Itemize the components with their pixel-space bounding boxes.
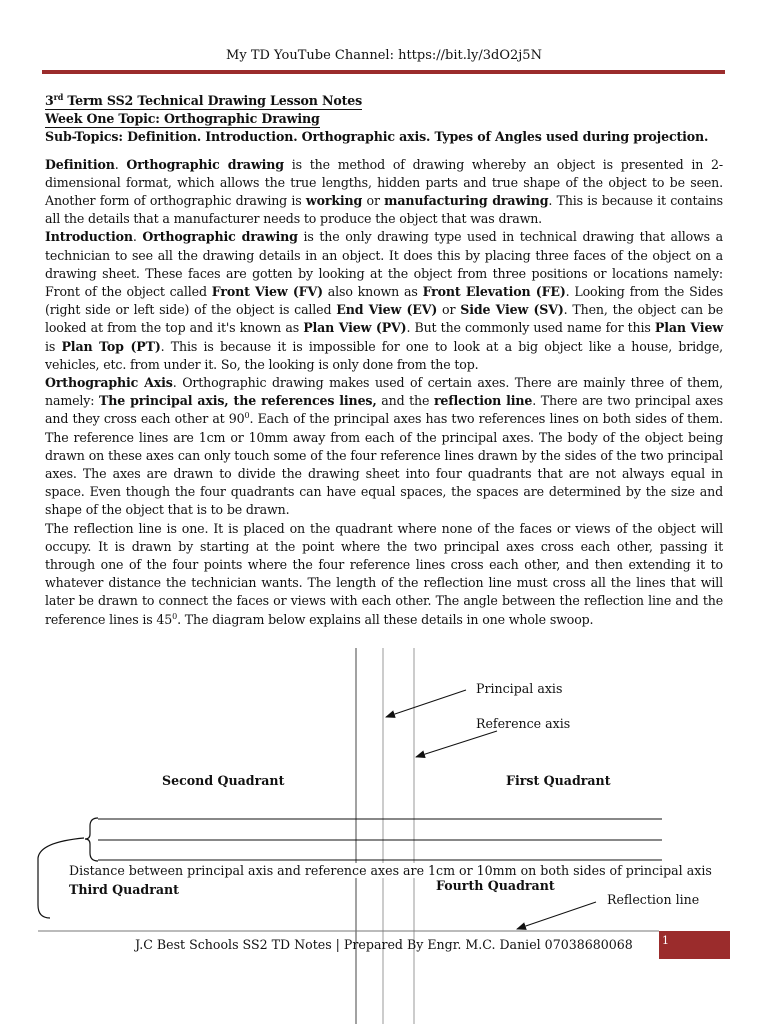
label-reflection-line: Reflection line (607, 892, 700, 907)
reflection-line-arrow (517, 902, 596, 929)
label-second-quadrant: Second Quadrant (162, 773, 285, 788)
page-number: 1 (662, 934, 669, 947)
distance-connector (38, 838, 84, 918)
distance-note: Distance between principal axis and reference axes are 1cm or 10mm on both sides of principal axis (69, 863, 712, 878)
axis-paragraph: Orthographic Axis. Orthographic drawing makes used of certain axes. There are mainly three of them, namely: The principal axis, the references lines, and the reflection line. There are two principal axes and they cross each other at $90^0$. Each of the principal axes has two references lines on both sides of them. The reference lines are 1cm or 10mm away from each of the principal axes. The body of the object being drawn on these axes can only touch some of the four reference lines drawn by the sides of the two principal axes. The axes are drawn to divide the drawing sheet into four quadrants that are not always equal in space. Even though the four quadrants can have equal spaces, the spaces are determined by the size and shape of the object that is to be drawn. (45, 375, 724, 518)
reference-axis-arrow (416, 731, 497, 757)
label-fourth-quadrant: Fourth Quadrant (436, 878, 555, 893)
label-first-quadrant: First Quadrant (506, 773, 611, 788)
lesson-title: 3rd Term SS2 Technical Drawing Lesson Notes (45, 91, 363, 108)
week-topic: Week One Topic: Orthographic Drawing (45, 111, 320, 127)
definition-paragraph: Definition. Orthographic drawing is the method of drawing whereby an object is presented in 2-dimensional format, which allows the true lengths, hidden parts and true shape of the object to be seen. Another form of orthographic drawing is working or manufacturing drawing. This is because it contains all the details that a manufacturer needs to produce the object that was drawn. (45, 156, 724, 227)
page-header: My TD YouTube Channel: https://bit.ly/3dO2j5N (226, 48, 542, 63)
sub-topics: Sub-Topics: Definition. Introduction. Orthographic axis. Types of Angles used during projection. (45, 129, 709, 145)
page-footer: J.C Best Schools SS2 TD Notes | Prepared By Engr. M.C. Daniel 07038680068 (135, 937, 633, 952)
page-number-box (659, 931, 730, 959)
introduction-paragraph: Introduction. Orthographic drawing is the only drawing type used in technical drawing that allows a technician to see all the drawing details in an object. It does this by placing three faces of the object on a drawing sheet. These faces are gotten by looking at the object from three positions or locations namely: Front of the object called Front View (FV) also known as Front Elevation (FE). Looking from the Sides (right side or left side) of the object is called End View (EV) or Side View (SV). Then, the object can be looked at from the top and it's known as Plan View (PV). But the commonly used name for this Plan View is Plan Top (PT). This is because it is impossible for one to look at a big object like a house, bridge, vehicles, etc. from under it. So, the looking is only done from the top. (45, 229, 724, 372)
label-reference-axis: Reference axis (476, 716, 571, 731)
distance-brace (85, 818, 98, 861)
principal-axis-arrow (386, 690, 466, 717)
label-principal-axis: Principal axis (476, 681, 563, 696)
label-third-quadrant: Third Quadrant (69, 882, 179, 897)
reflection-paragraph: The reflection line is one. It is placed on the quadrant where none of the faces or views of the object will occupy. It is drawn by starting at the point where the two principal axes cross each other, passing it through one of the four points where the four reference lines cross each other, and then extending it to whatever distance the technician wants. The length of the reflection line must cross all the lines that will later be drawn to connect the faces or views with each other. The angle between the reflection line and the reference lines is $45^0$. The diagram below explains all these details in one whole swoop. (45, 520, 723, 627)
